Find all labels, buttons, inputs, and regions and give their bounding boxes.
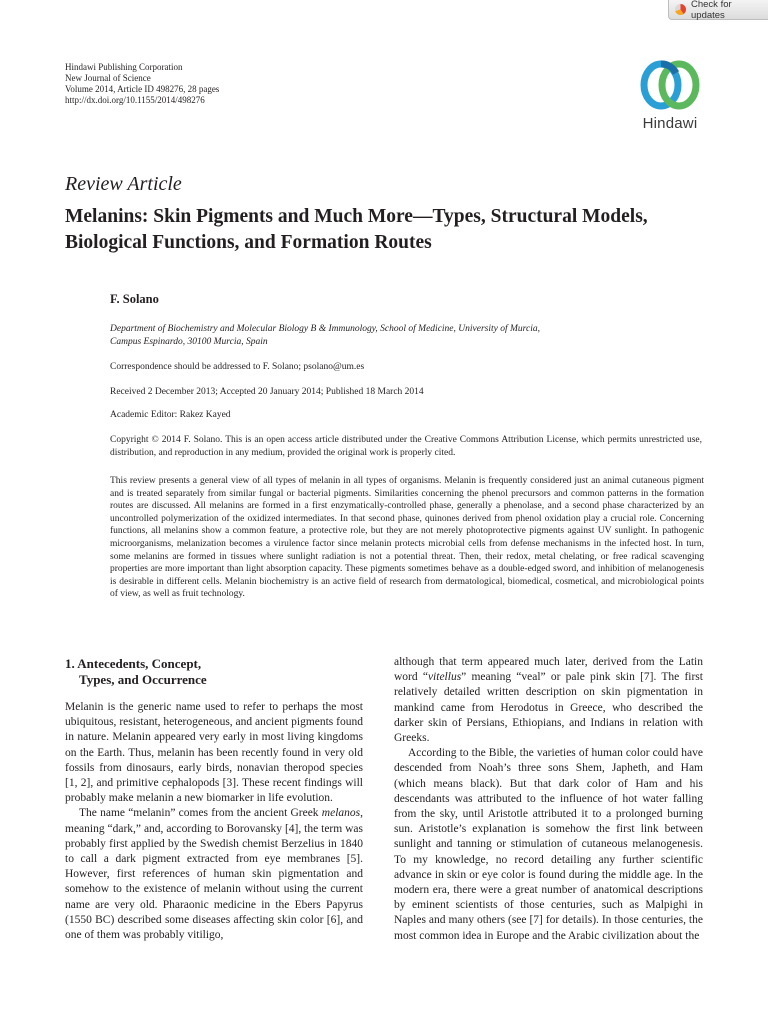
abstract: This review presents a general view of all types of melanin in all types of organisms. Melanin is frequently considered just an animal cutaneous pigment and is treated separately from similar fungal or bacterial pigments. Similarities concerning the phenol precursors and common patterns in the formation routes are discussed. All melanins are formed in a first enzymatically-controlled phase, generally a phenolase, and a second phase characterized by an uncontrolled polymerization of the oxidized intermediates. In that second phase, quinones derived from phenol oxidation play a crucial role. Concerning functions, all melanins show a common feature, a protective role, but they are not merely photoprotective pigments against UV sunlight. In pathogenic microorganisms, melanization becomes a virulence factor since melanin protects microbial cells from defense mechanisms in the infected host. In turn, some melanins are formed in tissues where sunlight radiation is not a potential threat. Then, their redox, metal chelating, or free radical scavenging properties are more important than light absorption capacity. These pigments sometimes behave as a double-edged sword, and inhibition of melanogenesis is desirable in different cells. Melanin biochemistry is an active field of research from dermatological, biomedical, cosmetical, and microbiological points of view, as well as fruit technology. bbox=[110, 476, 704, 600]
hindawi-rings-icon bbox=[630, 55, 710, 115]
journal-info bbox=[65, 62, 219, 106]
academic-editor: Academic Editor: Rakez Kayed bbox=[110, 410, 231, 420]
italic-term: vitellus bbox=[427, 671, 462, 684]
hindawi-wordmark: Hindawi bbox=[642, 115, 698, 132]
section-heading bbox=[65, 656, 365, 688]
journal-name: New Journal of Science bbox=[65, 73, 151, 83]
body-paragraph: Melanin is the generic name used to refer to perhaps the most ubiquitous, resistant, heterogeneous, and ancient pigments found in nature. Melanin appeared very early in most living kingdoms on the Earth. Thus, melanin has been recently found in very old fossils from dinosaurs, early birds, nonavian theropod species [1, 2], and primitive cephalopods [3]. These recent findings will probably make melanin a new biomarker in life evolution. bbox=[65, 701, 363, 805]
publication-dates: Received 2 December 2013; Accepted 20 January 2014; Published 18 March 2014 bbox=[110, 387, 424, 397]
section-heading-line-2: Types, and Occurrence bbox=[79, 672, 207, 687]
volume-info: Volume 2014, Article ID 498276, 28 pages bbox=[65, 84, 220, 94]
check-for-updates-button[interactable] bbox=[668, 0, 768, 20]
copyright-notice: Copyright © 2014 F. Solano. This is an open access article distributed under the Creative Commons Attribution License, which permits unrestricted use, distribution, and reproduction in any medium, provided the original work is properly cited. bbox=[110, 435, 702, 458]
affiliation-line-1: Department of Biochemistry and Molecular Biology B & Immunology, School of Medicine, University of Murcia, bbox=[110, 324, 540, 334]
article-type: Review Article bbox=[65, 173, 182, 195]
text-run: ” meaning “veal” or pale pink skin [7]. The first relatively detailed written description on skin pigmentation in mankind came from Herodotus in Greece, who described the darker skin of Persians, Ethiopians, and Indians in relation with Greeks. bbox=[394, 671, 703, 745]
text-run: although that term appeared much later, derived from the Latin word “ bbox=[394, 656, 703, 684]
publisher-name: Hindawi Publishing Corporation bbox=[65, 62, 183, 72]
left-column bbox=[65, 700, 363, 943]
article-title: Melanins: Skin Pigments and Much More—Types, Structural Models, Biological Functions, and Formation Routes bbox=[65, 206, 648, 253]
right-column bbox=[394, 655, 703, 944]
affiliation-line-2: Campus Espinardo, 30100 Murcia, Spain bbox=[110, 336, 268, 347]
body-paragraph: According to the Bible, the varieties of human color could have descended from Noah’s three sons Shem, Japheth, and Ham (which means black). But that dark color of Ham and his descendants was attributed to the influence of hot water falling from the sky, until Aristotle attributed it to a prolonged burning sun. Aristotle’s explanation is somehow the first link between sunlight and tanning or stimulation of cutaneous melanogenesis. To my knowledge, no record detailing any further scientific advance in skin or eye color is found during the middle age. In the modern era, there were a great number of anatomical descriptions by eminent scientists of those centuries, such as Malpighi in Naples and many others (see [7] for details). In those centuries, the most common idea in Europe and the Arabic civilization about the bbox=[394, 747, 703, 942]
text-run: , meaning “dark,” and, according to Borovansky [4], the term was probably first applied by the Swedish chemist Berzelius in 1840 to call a dark pigment extracted from eye membranes [5]. However, first references of human skin pigmentation and somehow to the existence of melanin without using the current name are very old. Pharaonic medicine in the Ebers Papyrus (1550 BC) described some diseases affecting skin color [6], and one of them was probably vitiligo, bbox=[65, 807, 363, 942]
hindawi-logo bbox=[630, 55, 710, 135]
body-paragraph bbox=[65, 806, 363, 943]
check-for-updates-label: Check for updates bbox=[691, 0, 732, 21]
text-run: The name “melanin” comes from the ancient Greek bbox=[79, 807, 322, 820]
author-name: F. Solano bbox=[110, 292, 159, 306]
doi-link[interactable]: http://dx.doi.org/10.1155/2014/498276 bbox=[65, 95, 205, 105]
body-paragraph bbox=[394, 655, 703, 746]
italic-term: melanos bbox=[321, 807, 361, 820]
affiliation bbox=[110, 323, 710, 348]
crossmark-icon bbox=[675, 4, 686, 15]
correspondence: Correspondence should be addressed to F. Solano; psolano@um.es bbox=[110, 362, 365, 372]
section-heading-line-1: 1. Antecedents, Concept, bbox=[65, 656, 202, 671]
